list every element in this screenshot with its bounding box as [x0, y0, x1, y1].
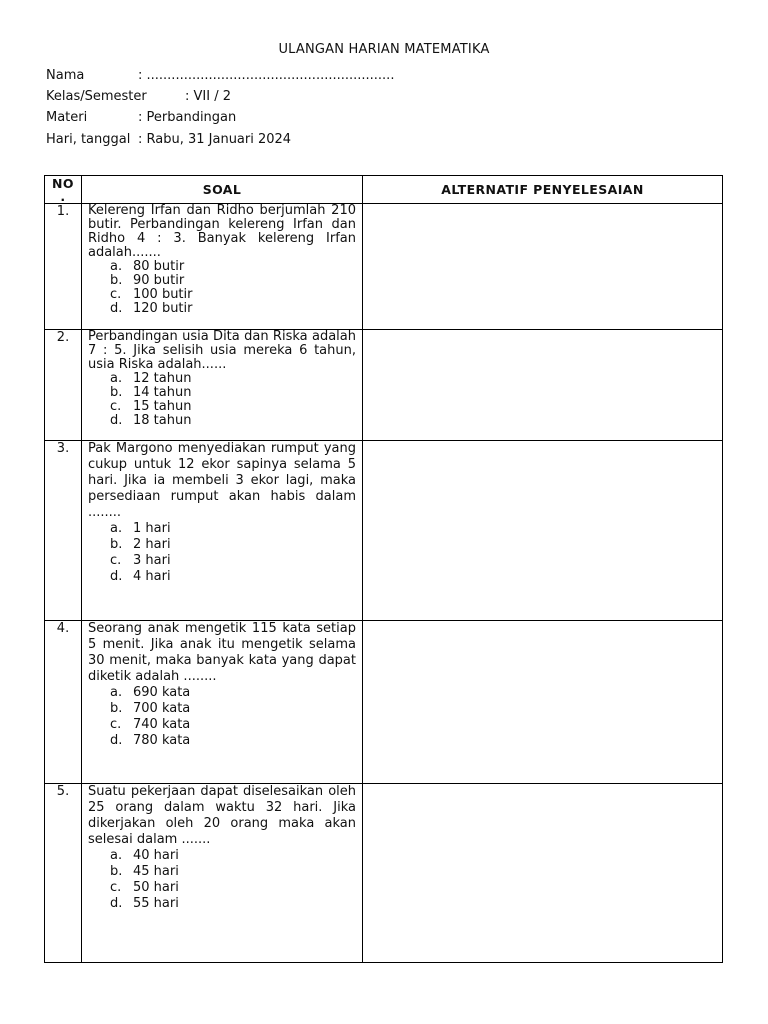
option-b: b. 700 kata — [110, 701, 191, 716]
option-d: d. 4 hari — [110, 569, 171, 584]
option-d: d. 120 butir — [110, 301, 193, 316]
option-a: a. 690 kata — [110, 685, 191, 700]
option-b: b. 14 tahun — [110, 385, 192, 400]
table-row — [45, 204, 723, 330]
option-c: c. 15 tahun — [110, 399, 192, 414]
question-cell — [82, 441, 363, 621]
question-text: Perbandingan usia Dita dan Riska adalah 7 : 5. Jika selisih usia mereka 6 tahun, usia Riska adalah...... — [88, 329, 356, 372]
table-row — [45, 784, 723, 963]
question-cell — [82, 204, 363, 330]
question-text: Suatu pekerjaan dapat diselesaikan oleh 25 orang dalam waktu 32 hari. Jika dikerjakan oleh 20 orang maka akan selesai dalam ....... — [88, 784, 356, 847]
option-b: b. 45 hari — [110, 864, 179, 879]
header-no: NO . — [45, 176, 82, 204]
option-list — [82, 685, 362, 749]
question-cell — [82, 621, 363, 784]
option-list — [82, 848, 362, 912]
option-a: a. 12 tahun — [110, 371, 192, 386]
option-list — [82, 521, 362, 585]
kelas-label: Kelas/Semester — [46, 89, 147, 104]
answer-cell[interactable] — [363, 441, 723, 621]
nama-value: : ............................................................ — [138, 68, 395, 83]
option-d: d. 55 hari — [110, 896, 179, 911]
nama-label: Nama — [46, 68, 85, 83]
option-c: c. 50 hari — [110, 880, 179, 895]
question-number: 3. — [45, 441, 82, 621]
answer-cell[interactable] — [363, 784, 723, 963]
kelas-value: : VII / 2 — [185, 89, 231, 104]
materi-value: : Perbandingan — [138, 110, 237, 125]
option-c: c. 100 butir — [110, 287, 193, 302]
answer-cell[interactable] — [363, 621, 723, 784]
table-header-row — [45, 176, 723, 204]
question-text: Pak Margono menyediakan rumput yang cukup untuk 12 ekor sapinya selama 5 hari. Jika ia membeli 3 ekor lagi, maka persediaan rumput akan habis dalam ........ — [88, 441, 356, 520]
hari-label: Hari, tanggal — [46, 132, 131, 147]
option-d: d. 18 tahun — [110, 413, 192, 428]
option-c: c. 3 hari — [110, 553, 171, 568]
question-table — [44, 175, 723, 963]
answer-cell[interactable] — [363, 204, 723, 330]
document-title: ULANGAN HARIAN MATEMATIKA — [278, 42, 490, 57]
question-number: 2. — [45, 330, 82, 441]
question-cell — [82, 784, 363, 963]
answer-cell[interactable] — [363, 330, 723, 441]
materi-label: Materi — [46, 110, 88, 125]
question-number: 5. — [45, 784, 82, 963]
header-alternatif: ALTERNATIF PENYELESAIAN — [363, 176, 723, 204]
option-list — [82, 372, 362, 428]
question-number: 4. — [45, 621, 82, 784]
table-row — [45, 441, 723, 621]
option-c: c. 740 kata — [110, 717, 191, 732]
option-a: a. 1 hari — [110, 521, 171, 536]
option-b: b. 2 hari — [110, 537, 171, 552]
question-cell — [82, 330, 363, 441]
question-number: 1. — [45, 204, 82, 330]
option-list — [82, 260, 362, 316]
option-a: a. 40 hari — [110, 848, 179, 863]
question-text: Seorang anak mengetik 115 kata setiap 5 menit. Jika anak itu mengetik selama 30 menit, maka banyak kata yang dapat diketik adalah ........ — [88, 621, 356, 684]
option-b: b. 90 butir — [110, 273, 185, 288]
table-row — [45, 330, 723, 441]
table-row — [45, 621, 723, 784]
option-a: a. 80 butir — [110, 259, 185, 274]
option-d: d. 780 kata — [110, 733, 191, 748]
question-text: Kelereng Irfan dan Ridho berjumlah 210 butir. Perbandingan kelereng Irfan dan Ridho 4 : 3. Banyak kelereng Irfan adalah....... — [88, 203, 356, 260]
hari-value: : Rabu, 31 Januari 2024 — [138, 132, 292, 147]
header-soal: SOAL — [82, 176, 363, 204]
